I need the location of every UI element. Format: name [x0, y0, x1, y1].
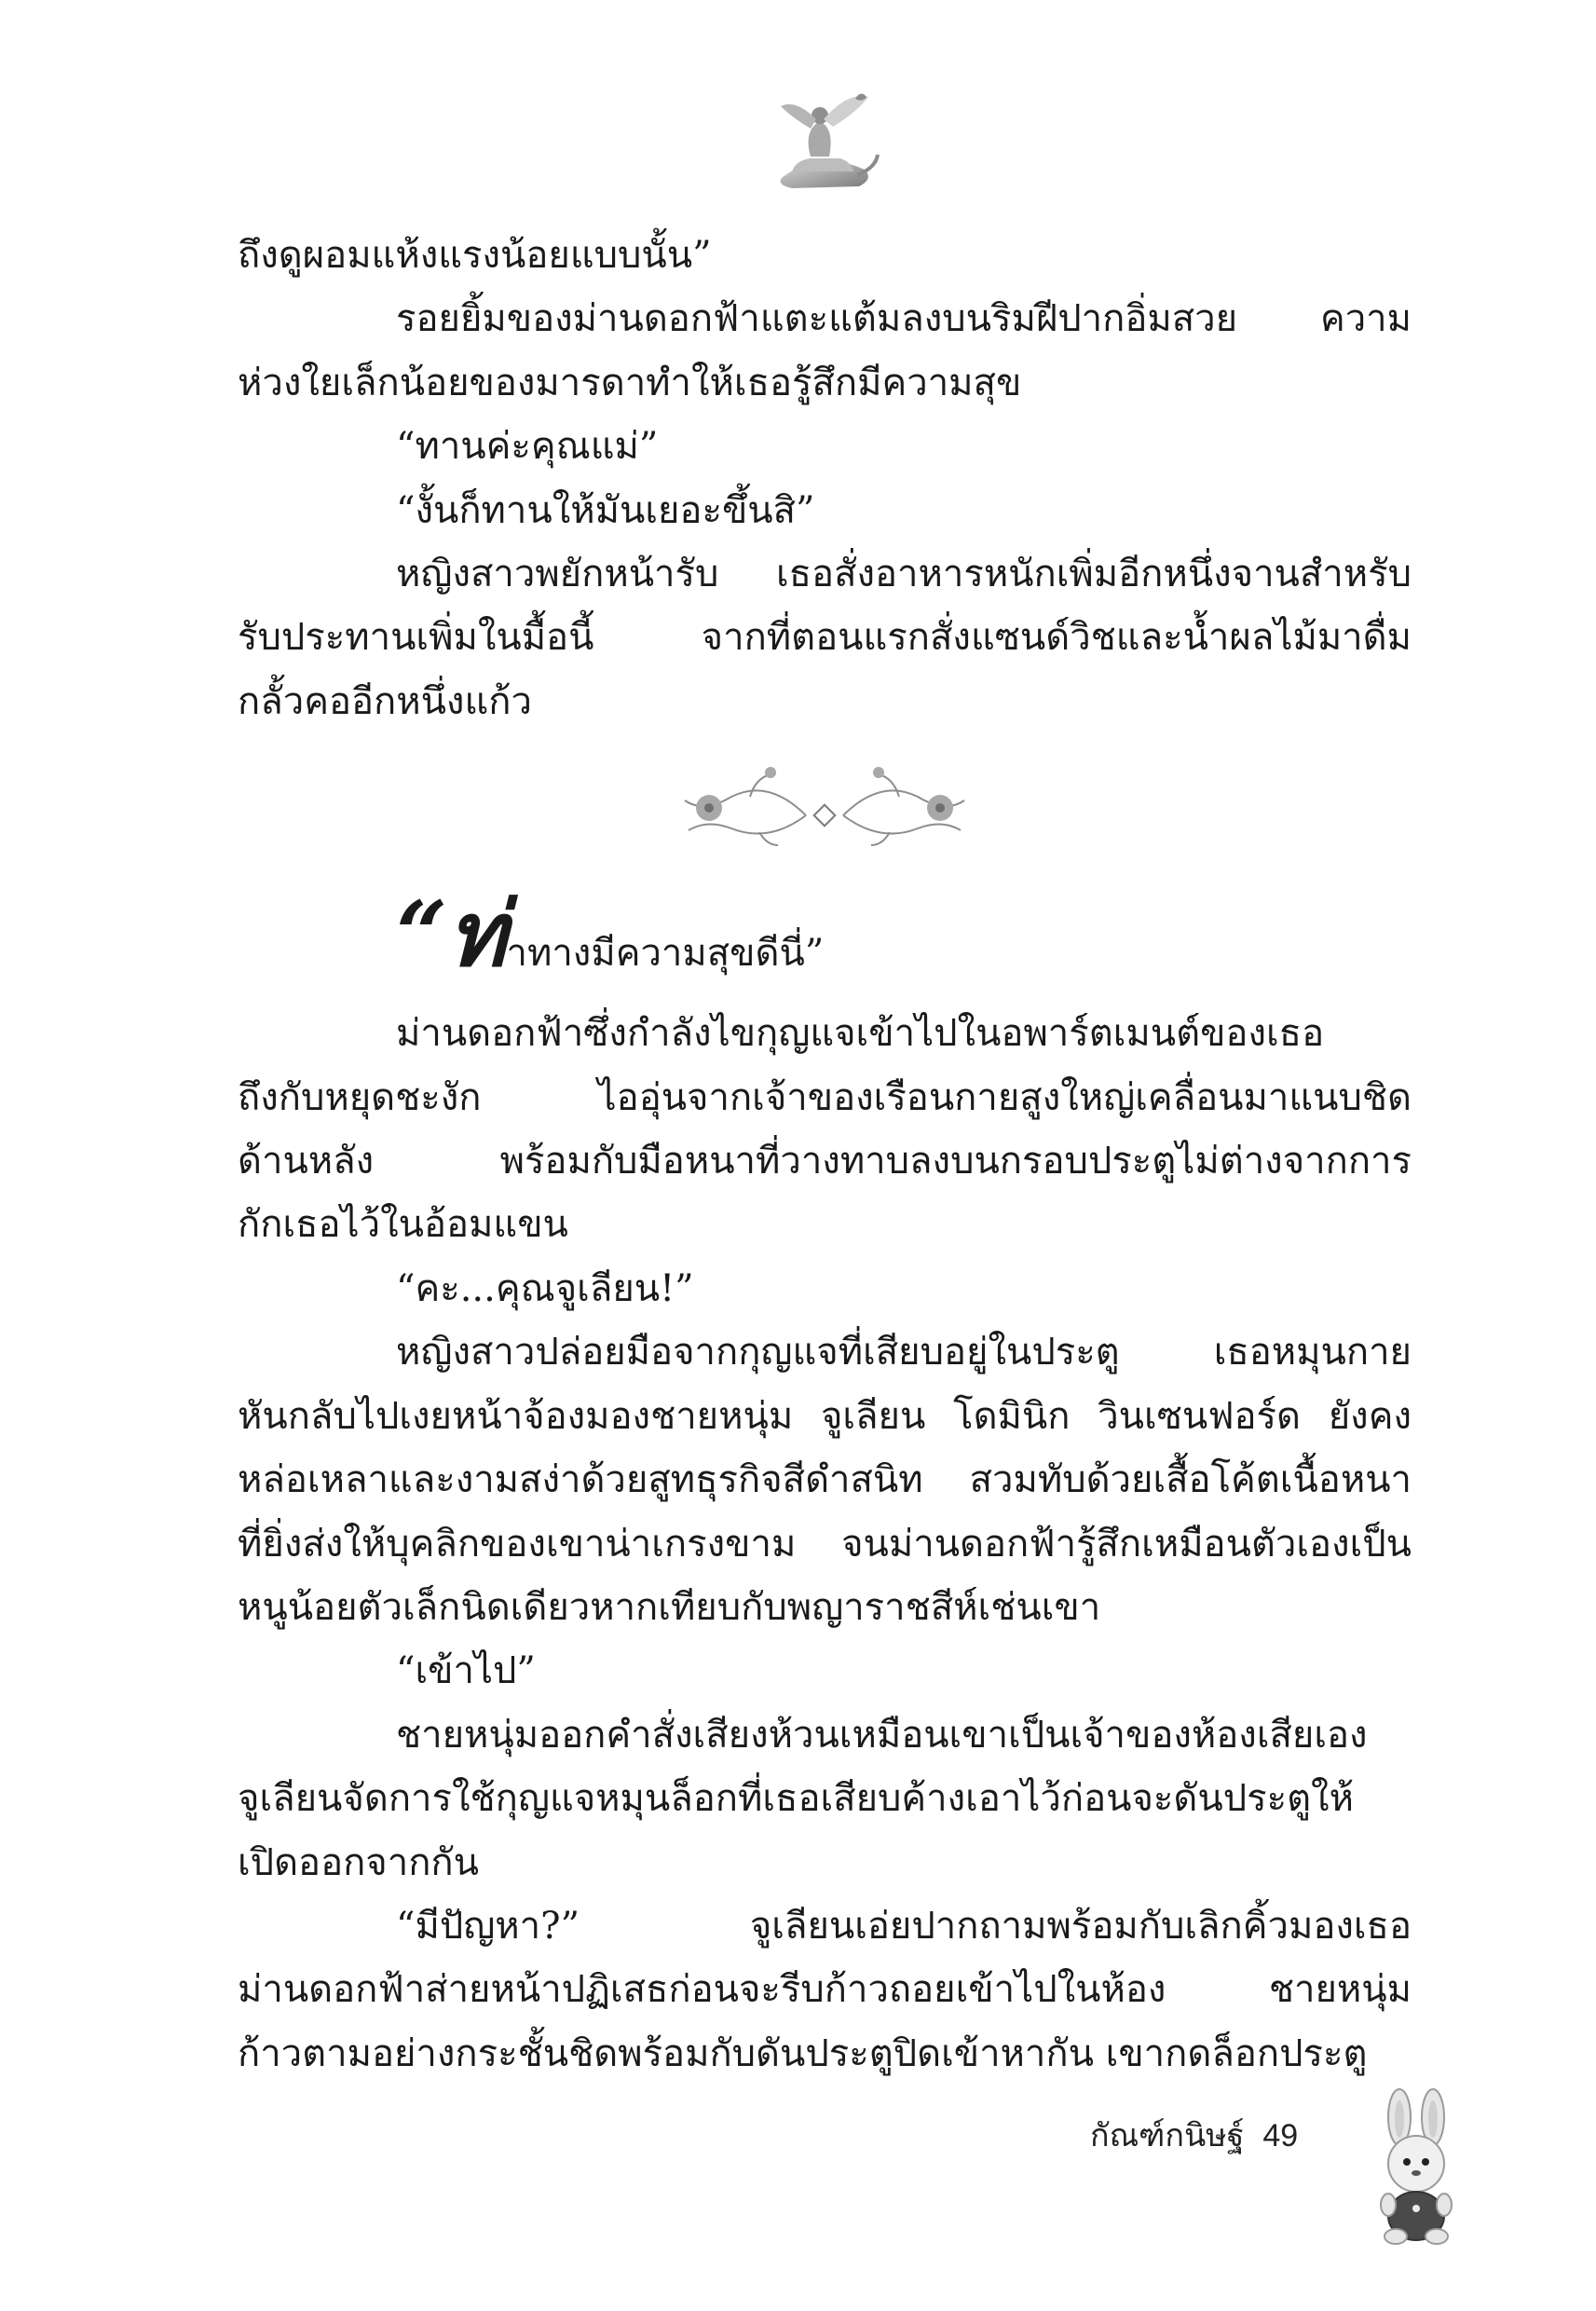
footer-text — [1090, 2110, 1298, 2160]
text-line: ถึงกับหยุดชะงัก ไออุ่นจากเจ้าของเรือนกายสูงใหญ่เคลื่อนมาแนบชิด — [238, 1075, 1412, 1119]
text-line: หันกลับไปเงยหน้าจ้องมองชายหนุ่ม จูเลียน โดมินิก วินเซนฟอร์ด ยังคง — [238, 1394, 1412, 1438]
text-line: กักเธอไว้ในอ้อมแขน — [238, 1203, 568, 1247]
text-line: จูเลียนจัดการใช้กุญแจหมุนล็อกที่เธอเสียบค้างเอาไว้ก่อนจะดันประตูให้ — [238, 1777, 1354, 1821]
text-line: รอยยิ้มของม่านดอกฟ้าแตะแต้มลงบนริมฝีปากอิ่มสวย ความ — [396, 297, 1412, 341]
text-line: กลั้วคออีกหนึ่งแก้ว — [238, 679, 532, 723]
text-line: ถึงดูผอมแห้งแรงน้อยแบบนั้น” — [238, 234, 712, 277]
text-line: ห่วงใยเล็กน้อยของมารดาทำให้เธอรู้สึกมีความสุข — [238, 361, 1022, 404]
text-block-bottom — [238, 1002, 1412, 2085]
text-line: หนูน้อยตัวเล็กนิดเดียวหากเทียบกับพญาราชสีห์เช่นเขา — [238, 1585, 1101, 1629]
dialogue-line: “งั้นก็ทานให้มันเยอะขึ้นสิ” — [396, 488, 815, 532]
text-line: รับประทานเพิ่มในมื้อนี้ จากที่ตอนแรกสั่งแซนด์วิชและน้ำผลไม้มาดื่ม — [238, 616, 1412, 660]
floral-divider-icon — [666, 759, 983, 853]
chapter-opening-line — [238, 882, 1412, 1002]
text-line: ชายหนุ่มออกคำสั่งเสียงห้วนเหมือนเขาเป็นเจ้าของห้องเสียเอง — [396, 1713, 1368, 1757]
text-line: หญิงสาวพยักหน้ารับ เธอสั่งอาหารหนักเพิ่มอีกหนึ่งจานสำหรับ — [396, 553, 1412, 596]
angel-teapot-icon — [755, 75, 885, 205]
text-line: ม่านดอกฟ้าส่ายหน้าปฏิเสธก่อนจะรีบก้าวถอยเข้าไปในห้อง ชายหนุ่ม — [238, 1968, 1412, 2012]
author-name: กัณฑ์กนิษฐ์ — [1090, 2118, 1245, 2154]
text-line: “มีปัญหา?” จูเลียนเอ่ยปากถามพร้อมกับเลิกคิ้วมองเธอ — [396, 1904, 1412, 1948]
text-line: หญิงสาวปล่อยมือจากกุญแจที่เสียบอยู่ในประตู เธอหมุนกาย — [396, 1331, 1412, 1374]
page-footer — [1090, 2087, 1575, 2274]
page-number: 49 — [1262, 2118, 1299, 2154]
bunny-plush-icon — [1360, 2087, 1472, 2246]
dialogue-line: “ทานค่ะคุณแม่” — [396, 425, 659, 469]
text-block-top — [238, 224, 1412, 733]
drop-cap: “ท่ — [396, 882, 507, 988]
text-line: ที่ยิ่งส่งให้บุคลิกของเขาน่าเกรงขาม จนม่านดอกฟ้ารู้สึกเหมือนตัวเองเป็น — [238, 1522, 1412, 1566]
text-line: หล่อเหลาและงามสง่าด้วยสูทธุรกิจสีดำสนิท สวมทับด้วยเสื้อโค้ตเนื้อหนา — [238, 1458, 1412, 1502]
text-line: ม่านดอกฟ้าซึ่งกำลังไขกุญแจเข้าไปในอพาร์ตเมนต์ของเธอ — [396, 1012, 1325, 1056]
text-line: ด้านหลัง พร้อมกับมือหนาที่วางทาบลงบนกรอบประตูไม่ต่างจากการ — [238, 1140, 1412, 1183]
body-text — [238, 224, 1412, 2085]
text-line: เปิดออกจากกัน — [238, 1840, 479, 1884]
dialogue-line: “เข้าไป” — [396, 1649, 536, 1693]
opening-text: าทางมีความสุขดีนี่” — [506, 932, 825, 976]
text-line: ก้าวตามอย่างกระชั้นชิดพร้อมกับดันประตูปิดเข้าหากัน เขากดล็อกประตู — [238, 2031, 1368, 2075]
dialogue-line: “คะ...คุณจูเลียน!” — [396, 1266, 694, 1310]
